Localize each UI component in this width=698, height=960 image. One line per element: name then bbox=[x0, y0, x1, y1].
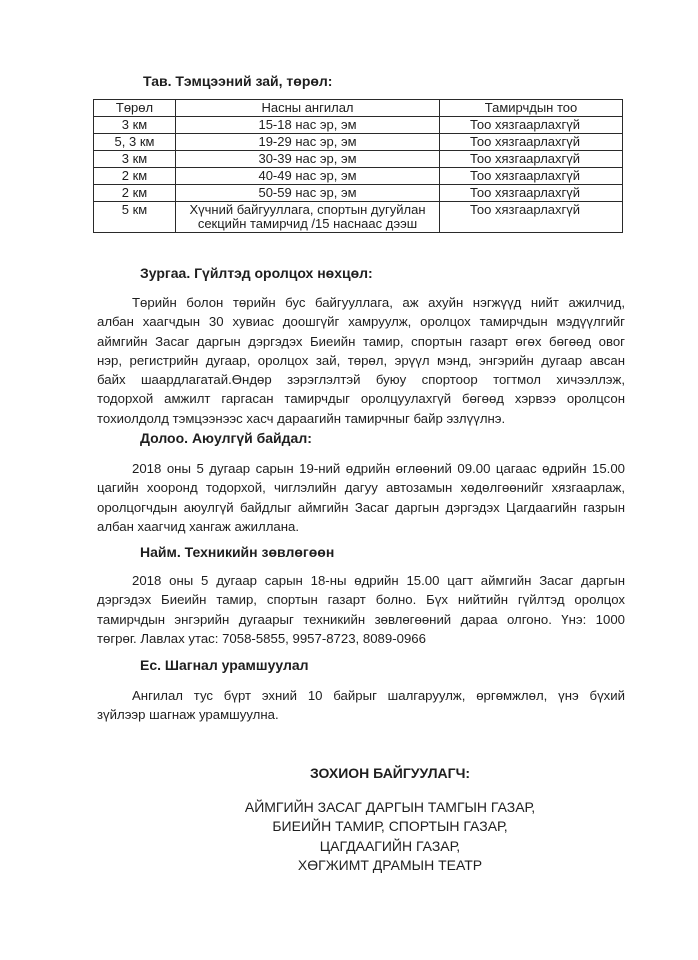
text-line: аймгийн Засаг даргын дэргэдэх Биеийн тамир, спортын газарт өгөх бөгөөд овог bbox=[97, 333, 625, 349]
organizer-line: БИЕИЙН ТАМИР, СПОРТЫН ГАЗАР, bbox=[272, 818, 508, 834]
text-line: оролцогчдын аюулгүй байдлыг аймгийн Засаг даргын дэргэдэх Цагдаагийн газрын bbox=[97, 499, 625, 515]
cell-count: Тоо хязгаарлахгүй bbox=[440, 151, 623, 168]
text-line: цагийн хооронд тодорхой, чиглэлийн дагуу автозамын хөдөлгөөнийг хязгаарлаж, bbox=[97, 480, 625, 496]
text-line: дэргэдэх Биеийн тамир, спортын газарт болно. Бүх нийтийн гүйлтэд оролцох bbox=[97, 592, 625, 608]
cell-type: 5, 3 км bbox=[94, 134, 176, 151]
table-row bbox=[94, 202, 623, 233]
cell-age-line: Хүчний байгууллага, спортын дугуйлан bbox=[189, 202, 426, 217]
section-nine-heading: Ес. Шагнал урамшуулал bbox=[140, 657, 309, 673]
cell-count: Тоо хязгаарлахгүй bbox=[440, 117, 623, 134]
table-row bbox=[94, 185, 623, 202]
text-line: албан хаагчдын 30 хувиас доошгүйг хамруулж, оролцох тамирчдын мэдүүлгийг bbox=[97, 314, 625, 330]
section-six-body bbox=[97, 293, 625, 428]
text-line: тодорхой амжилт гаргасан тамирчдыг оролцуулахгүй бөгөөд хэрвээ оролцсон bbox=[97, 391, 625, 407]
header-type: Төрөл bbox=[94, 100, 176, 117]
cell-age: 19-29 нас эр, эм bbox=[176, 134, 440, 151]
cell-age: 50-59 нас эр, эм bbox=[176, 185, 440, 202]
cell-age: 15-18 нас эр, эм bbox=[176, 117, 440, 134]
cell-age-line: секцийн тамирчид /15 наснаас дээш bbox=[197, 216, 418, 231]
header-count: Тамирчдын тоо bbox=[440, 100, 623, 117]
section-six-heading: Зургаа. Гүйлтэд оролцох нөхцөл: bbox=[140, 265, 373, 281]
text-line: албан хаагчид хангаж ажиллана. bbox=[97, 518, 300, 534]
text-line: тамирчдын энгэрийн дугаарыг техникийн зөвлөгөөний дараа олгоно. Үнэ: 1000 bbox=[97, 611, 625, 627]
table-row bbox=[94, 117, 623, 134]
section-nine-body bbox=[97, 686, 625, 725]
section-five-heading: Тав. Тэмцээний зай, төрөл: bbox=[143, 73, 333, 89]
organizer-line: АЙМГИЙН ЗАСАГ ДАРГЫН ТАМГЫН ГАЗАР, bbox=[244, 798, 536, 815]
table-header-row bbox=[94, 100, 623, 117]
text-line: нэр, регистрийн дугаар, оролцох зай, төрөл, эрүүл мэнд, энгэрийн дугаар авсан bbox=[97, 352, 625, 368]
cell-type: 3 км bbox=[94, 117, 176, 134]
cell-count: Тоо хязгаарлахгүй bbox=[440, 185, 623, 202]
cell-type: 3 км bbox=[94, 151, 176, 168]
organizer-line: ХӨГЖИМТ ДРАМЫН ТЕАТР bbox=[297, 857, 483, 873]
table-row bbox=[94, 134, 623, 151]
text-line: төгрөг. Лавлах утас: 7058-5855, 9957-8723, 8089-0966 bbox=[97, 630, 426, 646]
cell-age bbox=[176, 202, 440, 233]
text-line: 2018 оны 5 дугаар сарын 18-ны өдрийн 15.00 цагт аймгийн Засаг даргын bbox=[132, 573, 625, 588]
organizers-title: ЗОХИОН БАЙГУУЛАГЧ: bbox=[309, 765, 471, 781]
cell-type: 2 км bbox=[94, 185, 176, 202]
text-line: тохиолдолд тэмцээнээс хасч дараагийн тамирчныг байр эзлүүлнэ. bbox=[97, 410, 506, 426]
section-seven-heading: Долоо. Аюулгүй байдал: bbox=[140, 430, 312, 446]
section-eight-body bbox=[97, 571, 625, 648]
table-row bbox=[94, 168, 623, 185]
text-line: 2018 оны 5 дугаар сарын 19-ний өдрийн өглөөний 09.00 цагаас өдрийн 15.00 bbox=[132, 461, 625, 476]
header-age: Насны ангилал bbox=[176, 100, 440, 117]
text-line: Төрийн болон төрийн бус байгууллага, аж ахуйн нэгжүүд нийт ажилчид, bbox=[132, 295, 625, 310]
distance-table bbox=[93, 99, 623, 233]
cell-type: 5 км bbox=[94, 202, 176, 233]
section-eight-heading: Найм. Техникийн зөвлөгөөн bbox=[140, 544, 335, 560]
text-line: Ангилал тус бүрт эхний 10 байрыг шалгаруулж, өргөмжлөл, үнэ бүхий bbox=[132, 688, 625, 703]
text-line: зүйлээр шагнаж урамшуулна. bbox=[97, 707, 279, 723]
cell-count: Тоо хязгаарлахгүй bbox=[440, 202, 623, 233]
table-row bbox=[94, 151, 623, 168]
cell-count: Тоо хязгаарлахгүй bbox=[440, 134, 623, 151]
cell-type: 2 км bbox=[94, 168, 176, 185]
cell-age: 40-49 нас эр, эм bbox=[176, 168, 440, 185]
organizers-block bbox=[180, 764, 600, 876]
cell-count: Тоо хязгаарлахгүй bbox=[440, 168, 623, 185]
text-line: байх шаардлагатай.Өндөр зэрэглэлтэй буюу спортоор тогтмол хичээллэж, bbox=[97, 372, 625, 388]
organizer-line: ЦАГДААГИЙН ГАЗАР, bbox=[319, 837, 461, 854]
section-seven-body bbox=[97, 459, 625, 536]
cell-age: 30-39 нас эр, эм bbox=[176, 151, 440, 168]
